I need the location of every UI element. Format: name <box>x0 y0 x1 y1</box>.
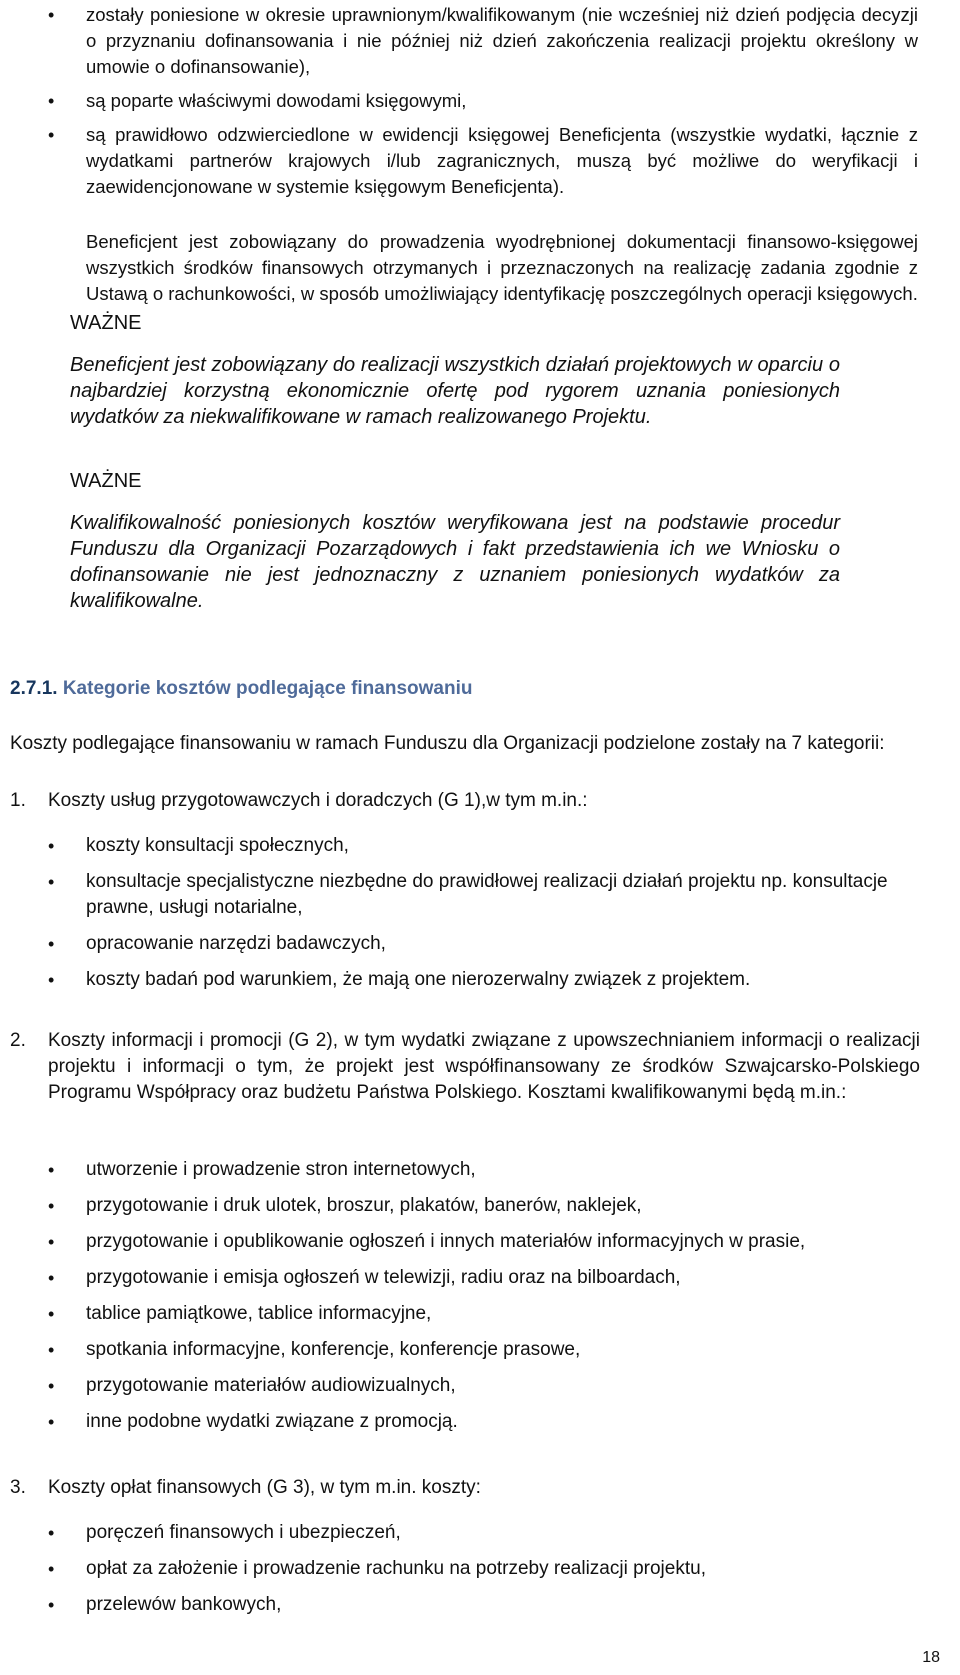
list-item: • przygotowanie materiałów audiowizualnych, <box>36 1373 918 1399</box>
list-item: • przygotowanie i druk ulotek, broszur, plakatów, banerów, naklejek, <box>36 1193 918 1219</box>
section-number: 2.7.1. <box>10 678 58 699</box>
beneficjent-paragraph: Beneficjent jest zobowiązany do prowadzenia wyodrębnionej dokumentacji finansowo-księgowej wszystkich środków finansowych otrzymanych i przeznaczonych na realizację zadania zgodnie z Ustawą o rachunkowości, w sposób umożliwiający identyfikację poszczególnych operacji księgowych. <box>86 231 918 304</box>
section-heading <box>10 678 472 700</box>
list-item: • utworzenie i prowadzenie stron internetowych, <box>36 1157 918 1183</box>
list-item: • są poparte właściwymi dowodami księgowymi, <box>36 88 918 114</box>
intro-paragraph: Koszty podlegające finansowaniu w ramach Funduszu dla Organizacji podzielone zostały na 7 kategorii: <box>10 733 885 754</box>
category-text: Koszty usług przygotowawczych i doradczych (G 1),w tym m.in.: <box>48 790 588 811</box>
important-note: Beneficjent jest zobowiązany do realizacji wszystkich działań projektowych w oparciu o najbardziej korzystną ekonomicznie ofertę pod rygorem uznania poniesionych wydatków za niekwalifikowane w ramach realizowanego Projektu. <box>70 354 840 428</box>
list-item: • koszty badań pod warunkiem, że mają one nierozerwalny związek z projektem. <box>36 967 918 993</box>
important-note: Kwalifikowalność poniesionych kosztów weryfikowana jest na podstawie procedur Funduszu dla Organizacji Pozarządowych i fakt przedstawienia ich we Wniosku o dofinansowanie nie jest jednoznaczny z uznaniem poniesionych wydatków za kwalifikowalne. <box>70 512 840 612</box>
category-text: Koszty opłat finansowych (G 3), w tym m.in. koszty: <box>48 1477 481 1498</box>
category-number: 1. <box>10 790 26 811</box>
category-number: 2. <box>10 1030 26 1051</box>
category-bullet-list <box>36 833 918 1003</box>
section-title: Kategorie kosztów podlegające finansowaniu <box>62 678 473 699</box>
list-item: • inne podobne wydatki związane z promocją. <box>36 1409 918 1435</box>
eligibility-bullet-list <box>36 2 918 208</box>
important-label: WAŻNE <box>70 470 142 492</box>
category-text: Koszty informacji i promocji (G 2), w tym wydatki związane z upowszechnianiem informacji o realizacji projektu i informacji o tym, że projekt jest współfinansowany ze środków Szwajcarsko-Polskiego Programu Współpracy oraz budżetu Państwa Polskiego. Kosztami kwalifikowanymi będą m.in.: <box>48 1030 920 1103</box>
category-bullet-list <box>36 1157 918 1445</box>
list-item: • spotkania informacyjne, konferencje, konferencje prasowe, <box>36 1337 918 1363</box>
category-bullet-list <box>36 1520 918 1628</box>
list-item: • konsultacje specjalistyczne niezbędne do prawidłowej realizacji działań projektu np. konsultacje prawne, usługi notarialne, <box>36 869 918 921</box>
important-label: WAŻNE <box>70 312 142 334</box>
category-number: 3. <box>10 1477 26 1498</box>
list-item: • przygotowanie i opublikowanie ogłoszeń i innych materiałów informacyjnych w prasie, <box>36 1229 918 1255</box>
list-item: • opłat za założenie i prowadzenie rachunku na potrzeby realizacji projektu, <box>36 1556 918 1582</box>
list-item: • przelewów bankowych, <box>36 1592 918 1618</box>
page-number: 18 <box>922 1649 940 1666</box>
list-item: • zostały poniesione w okresie uprawnionym/kwalifikowanym (nie wcześniej niż dzień podjęcia decyzji o przyznaniu dofinansowania i nie później niż dzień zakończenia realizacji projektu określony w umowie o dofinansowanie), <box>36 2 918 80</box>
list-item: • opracowanie narzędzi badawczych, <box>36 931 918 957</box>
category-item <box>10 1028 920 1138</box>
list-item: • koszty konsultacji społecznych, <box>36 833 918 859</box>
list-item: • tablice pamiątkowe, tablice informacyjne, <box>36 1301 918 1327</box>
list-item: • przygotowanie i emisja ogłoszeń w telewizji, radiu oraz na bilboardach, <box>36 1265 918 1291</box>
list-item: • są prawidłowo odzwierciedlone w ewidencji księgowej Beneficjenta (wszystkie wydatki, łącznie z wydatkami partnerów krajowych i/lub zagranicznych, muszą być możliwe do weryfikacji i zaewidencjonowane w systemie księgowym Beneficjenta). <box>36 122 918 200</box>
list-item: • poręczeń finansowych i ubezpieczeń, <box>36 1520 918 1546</box>
